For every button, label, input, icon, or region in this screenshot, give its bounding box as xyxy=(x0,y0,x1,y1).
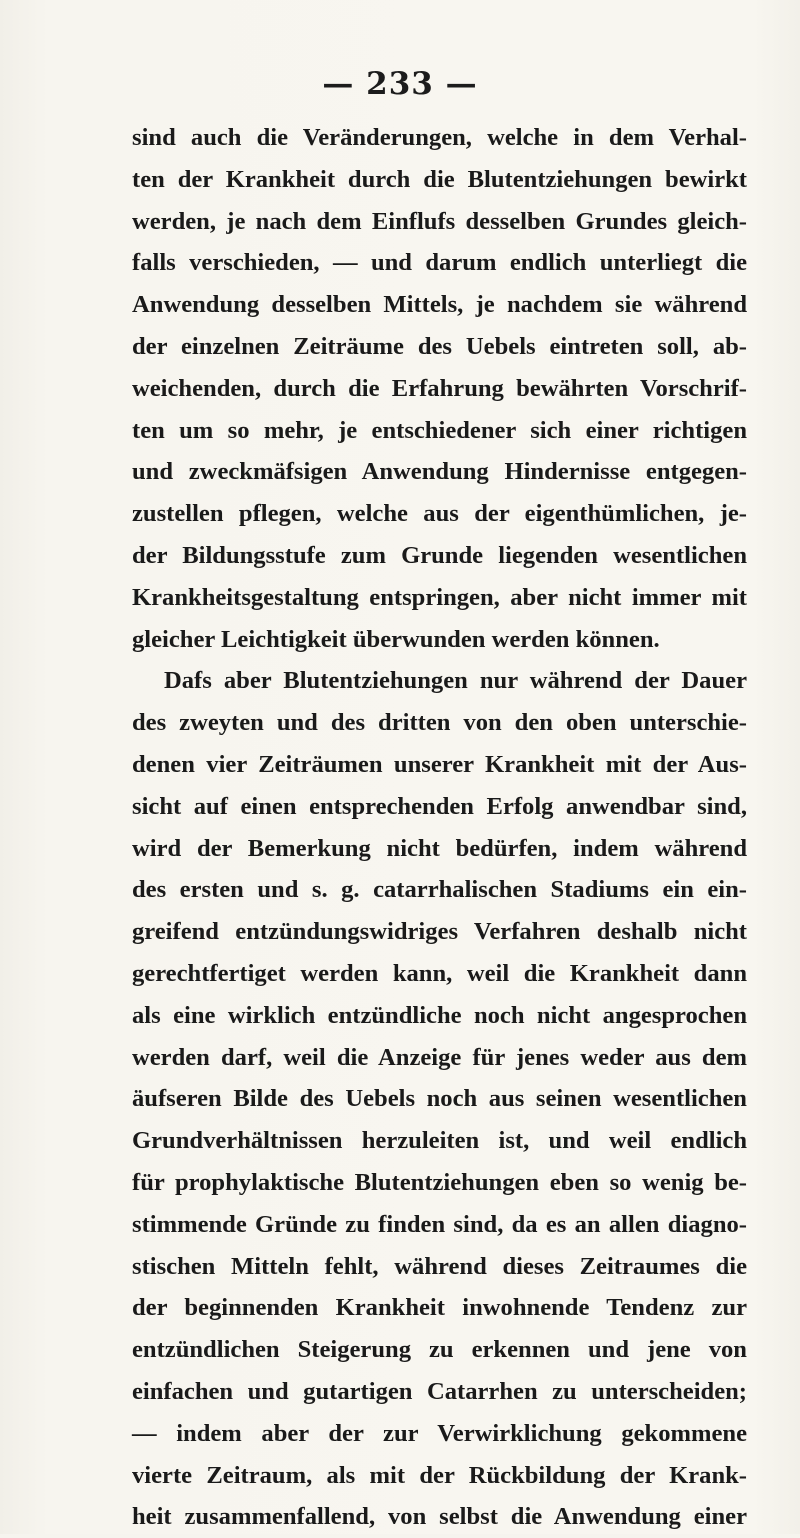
text-line: des ersten und s. g. catarrhalischen Stadiums ein ein- xyxy=(132,876,747,904)
text-line: vierte Zeitraum, als mit der Rückbildung der Krank- xyxy=(132,1461,747,1489)
text-line: stischen Mitteln fehlt, während dieses Zeitraumes die xyxy=(132,1252,747,1280)
text-line: — indem aber der zur Verwirklichung gekommene xyxy=(132,1419,747,1447)
text-line: und zweckmäfsigen Anwendung Hindernisse entgegen- xyxy=(132,458,747,486)
text-line: wird der Bemerkung nicht bedürfen, indem während xyxy=(132,834,747,862)
text-line: gerechtfertiget werden kann, weil die Krankheit dann xyxy=(132,959,747,987)
paragraph-end-line: gleicher Leichtigkeit überwunden werden können. xyxy=(132,625,660,653)
text-line: äufseren Bilde des Uebels noch aus seinen wesentlichen xyxy=(132,1085,747,1113)
text-line: Anwendung desselben Mittels, je nachdem sie während xyxy=(132,291,747,319)
text-line: stimmende Gründe zu finden sind, da es an allen diagno- xyxy=(132,1210,747,1238)
text-line: als eine wirklich entzündliche noch nicht angesprochen xyxy=(132,1001,747,1029)
text-line: ten um so mehr, je entschiedener sich einer richtigen xyxy=(132,416,747,444)
text-line: einfachen und gutartigen Catarrhen zu unterscheiden; xyxy=(132,1377,747,1405)
text-line: denen vier Zeiträumen unserer Krankheit mit der Aus- xyxy=(132,750,747,778)
text-line: zustellen pflegen, welche aus der eigenthümlichen, je- xyxy=(132,500,747,528)
text-line: werden, je nach dem Einflufs desselben Grundes gleich- xyxy=(132,207,747,235)
page-number: — 233 — xyxy=(322,66,478,102)
text-line: sind auch die Veränderungen, welche in dem Verhal- xyxy=(132,124,747,151)
body-text xyxy=(132,117,747,1538)
text-line: falls verschieden, — und darum endlich unterliegt die xyxy=(132,249,747,277)
text-line: ten der Krankheit durch die Blutentziehungen bewirkt xyxy=(132,165,747,193)
text-line: entzündlichen Steigerung zu erkennen und jene von xyxy=(132,1336,747,1364)
text-line: des zweyten und des dritten von den oben unterschie- xyxy=(132,709,747,737)
text-line: Krankheitsgestaltung entspringen, aber nicht immer mit xyxy=(132,583,747,611)
text-line: greifend entzündungswidriges Verfahren deshalb nicht xyxy=(132,918,747,946)
paragraph-start-line: Dafs aber Blutentziehungen nur während der Dauer xyxy=(164,667,747,695)
text-line: weichenden, durch die Erfahrung bewährten Vorschrif- xyxy=(132,374,747,402)
text-line: heit zusammenfallend, von selbst die Anwendung einer xyxy=(132,1503,747,1531)
text-line: der beginnenden Krankheit inwohnende Tendenz zur xyxy=(132,1294,747,1322)
text-line: sicht auf einen entsprechenden Erfolg anwendbar sind, xyxy=(132,792,747,820)
text-line: der Bildungsstufe zum Grunde liegenden wesentlichen xyxy=(132,541,747,569)
text-line: Grundverhältnissen herzuleiten ist, und weil endlich xyxy=(132,1127,747,1155)
text-line: für prophylaktische Blutentziehungen eben so wenig be- xyxy=(132,1168,747,1196)
text-line: werden darf, weil die Anzeige für jenes weder aus dem xyxy=(132,1043,747,1071)
text-line: der einzelnen Zeiträume des Uebels eintreten soll, ab- xyxy=(132,332,747,360)
